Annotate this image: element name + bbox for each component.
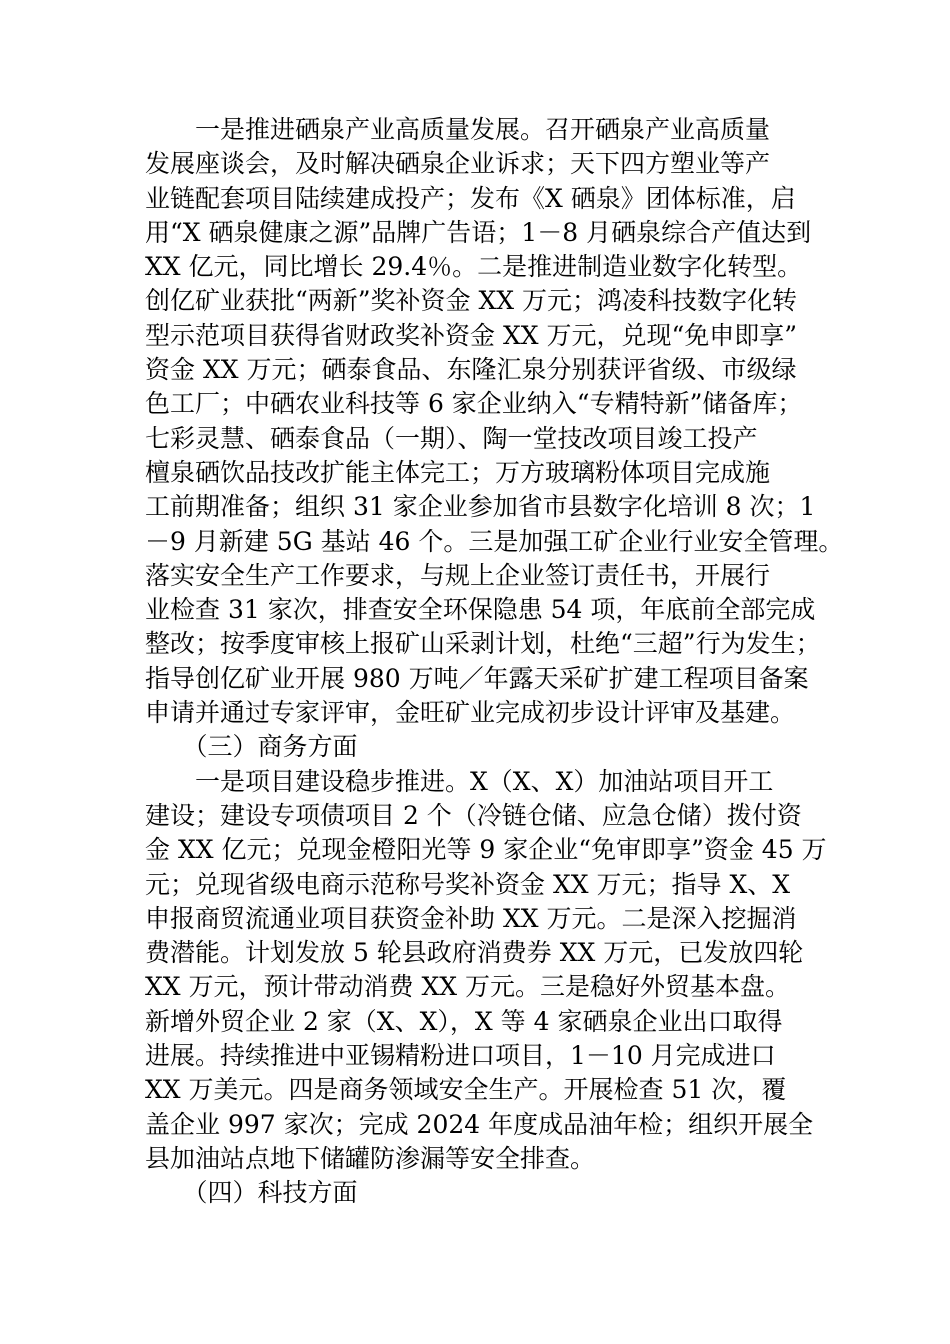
paragraph-line: 檀泉硒饮品技改扩能主体完工；万方玻璃粉体项目完成施	[145, 457, 771, 487]
paragraph-line: 盖企业 997 家次；完成 2024 年度成品油年检；组织开展全	[145, 1109, 814, 1139]
paragraph-line: 建设；建设专项债项目 2 个（冷链仓储、应急仓储）拨付资	[145, 800, 802, 830]
paragraph-line: －9 月新建 5G 基站 46 个。三是加强工矿企业行业安全管理。	[145, 526, 844, 556]
paragraph-line: 色工厂；中硒农业科技等 6 家企业纳入“专精特新”储备库；	[145, 389, 803, 419]
paragraph-line: 用“X 硒泉健康之源”品牌广告语；1－8 月硒泉综合产值达到	[145, 217, 812, 247]
document-body	[145, 113, 845, 1211]
paragraph-line: 落实安全生产工作要求，与规上企业签订责任书，开展行	[145, 560, 771, 590]
paragraph-line: XX 万元，预计带动消费 XX 万元。三是稳好外贸基本盘。	[145, 972, 791, 1002]
paragraph-line: 费潜能。计划发放 5 轮县政府消费券 XX 万元，已发放四轮	[145, 938, 804, 968]
paragraph-line: 一是推进硒泉产业高质量发展。召开硒泉产业高质量	[145, 115, 771, 144]
paragraph-line: 申报商贸流通业项目获资金补助 XX 万元。二是深入挖掘消	[145, 903, 797, 933]
paragraph-line: 发展座谈会，及时解决硒泉企业诉求；天下四方塑业等产	[145, 149, 771, 179]
paragraph-line: 业检查 31 家次，排查安全环保隐患 54 项，年底前全部完成	[145, 595, 816, 625]
paragraph-line: 资金 XX 万元；硒泰食品、东隆汇泉分别获评省级、市级绿	[145, 355, 797, 385]
paragraph-line: 元；兑现省级电商示范称号奖补资金 XX 万元；指导 X、X	[145, 869, 791, 899]
paragraph-line: 工前期准备；组织 31 家企业参加省市县数字化培训 8 次；1	[145, 492, 816, 522]
paragraph-line: 一是项目建设稳步推进。X（X、X）加油站项目开工	[145, 766, 774, 796]
paragraph-line: 业链配套项目陆续建成投产；发布《X 硒泉》团体标准，启	[145, 183, 796, 213]
paragraph-line: 创亿矿业获批“两新”奖补资金 XX 万元；鸿凌科技数字化转	[145, 286, 798, 316]
section-heading-technology: （四）科技方面	[145, 1178, 358, 1208]
paragraph-line: 七彩灵慧、硒泰食品（一期）、陶一堂技改项目竣工投产	[145, 423, 758, 453]
paragraph-line: 型示范项目获得省财政奖补资金 XX 万元，兑现“免申即享”	[145, 320, 798, 350]
paragraph-line: 县加油站点地下储罐防渗漏等安全排查。	[145, 1143, 596, 1173]
paragraph-line: 指导创亿矿业开展 980 万吨／年露天采矿扩建工程项目备案	[145, 663, 809, 693]
paragraph-line: 新增外贸企业 2 家（X、X），X 等 4 家硒泉企业出口取得	[145, 1006, 783, 1036]
paragraph-line: 整改；按季度审核上报矿山采剥计划，杜绝“三超”行为发生；	[145, 629, 821, 659]
paragraph-line: 申请并通过专家评审，金旺矿业完成初步设计评审及基建。	[145, 698, 796, 728]
section-heading-commerce: （三）商务方面	[145, 732, 358, 762]
paragraph-line: XX 万美元。四是商务领域安全生产。开展检查 51 次，覆	[145, 1075, 787, 1105]
paragraph-line: 金 XX 亿元；兑现金橙阳光等 9 家企业“免审即享”资金 45 万	[145, 835, 827, 865]
paragraph-line: XX 亿元，同比增长 29.4％。二是推进制造业数字化转型。	[145, 252, 803, 282]
paragraph-line: 进展。持续推进中亚锡精粉进口项目，1－10 月完成进口	[145, 1041, 776, 1071]
